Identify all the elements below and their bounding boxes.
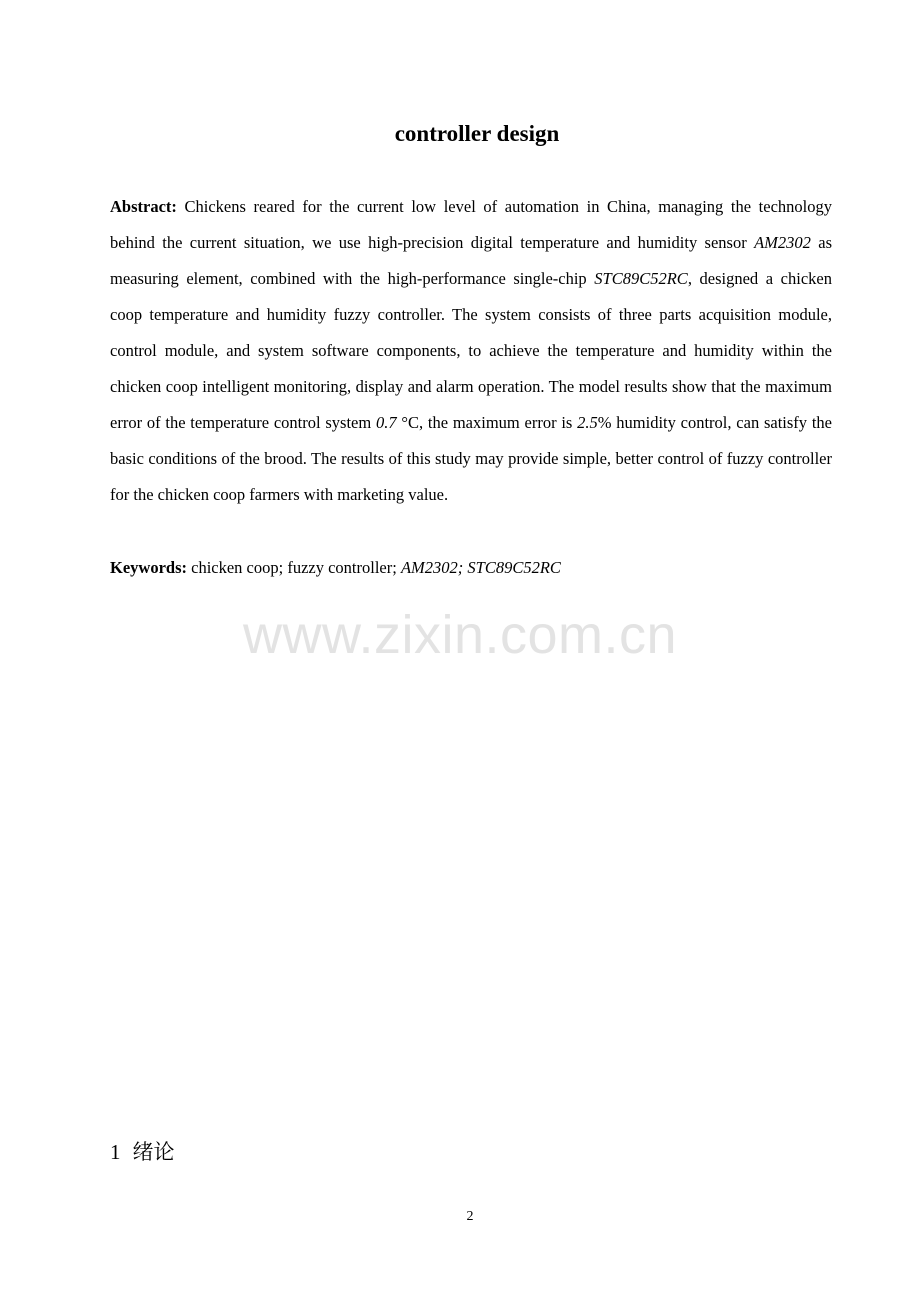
abstract-temperature-error: 0.7 [375,413,397,432]
abstract-text-1: Chickens reared for the current low level of automation in China, managing the technology behind the current situation, we use high-precision digital temperature and humidity sensor [110,197,832,252]
abstract-text-5: % humidity control, can satisfy the basic conditions of the brood. The results of this study may provide simple, better control of fuzzy controller for the chicken coop farmers with marketing value. [110,413,832,504]
section-title: 绪论 [132,1140,175,1164]
abstract-humidity-error: 2.5 [577,413,598,432]
abstract-label: Abstract: [110,197,177,216]
section-heading [110,1136,175,1168]
abstract-text-2: as measuring element, combined with the high-performance single-chip [110,233,832,288]
abstract-text-4: °C, the maximum error is [396,413,578,432]
abstract-text-3: , designed a chicken coop temperature and humidity fuzzy controller. The system consists of three parts acquisition module, control module, and system software components, to achieve the temperature and humidity within the chicken coop intelligent monitoring, display and alarm operation. The model results show that the maximum error of the temperature control system [110,269,832,432]
document-title: controller design [394,121,560,146]
keywords-italic: AM2302; STC89C52RC [400,558,561,577]
keywords-label: Keywords: [110,558,187,577]
keywords-plain: chicken coop; fuzzy controller; [187,558,401,577]
abstract-sensor-name: AM2302 [754,233,811,252]
watermark-text: www.zixin.com.cn [242,605,678,665]
abstract-paragraph [110,189,832,513]
page-number: 2 [466,1209,474,1224]
section-number: 1 [110,1140,121,1164]
keywords-line [110,550,832,586]
abstract-chip-name: STC89C52RC [594,269,688,288]
